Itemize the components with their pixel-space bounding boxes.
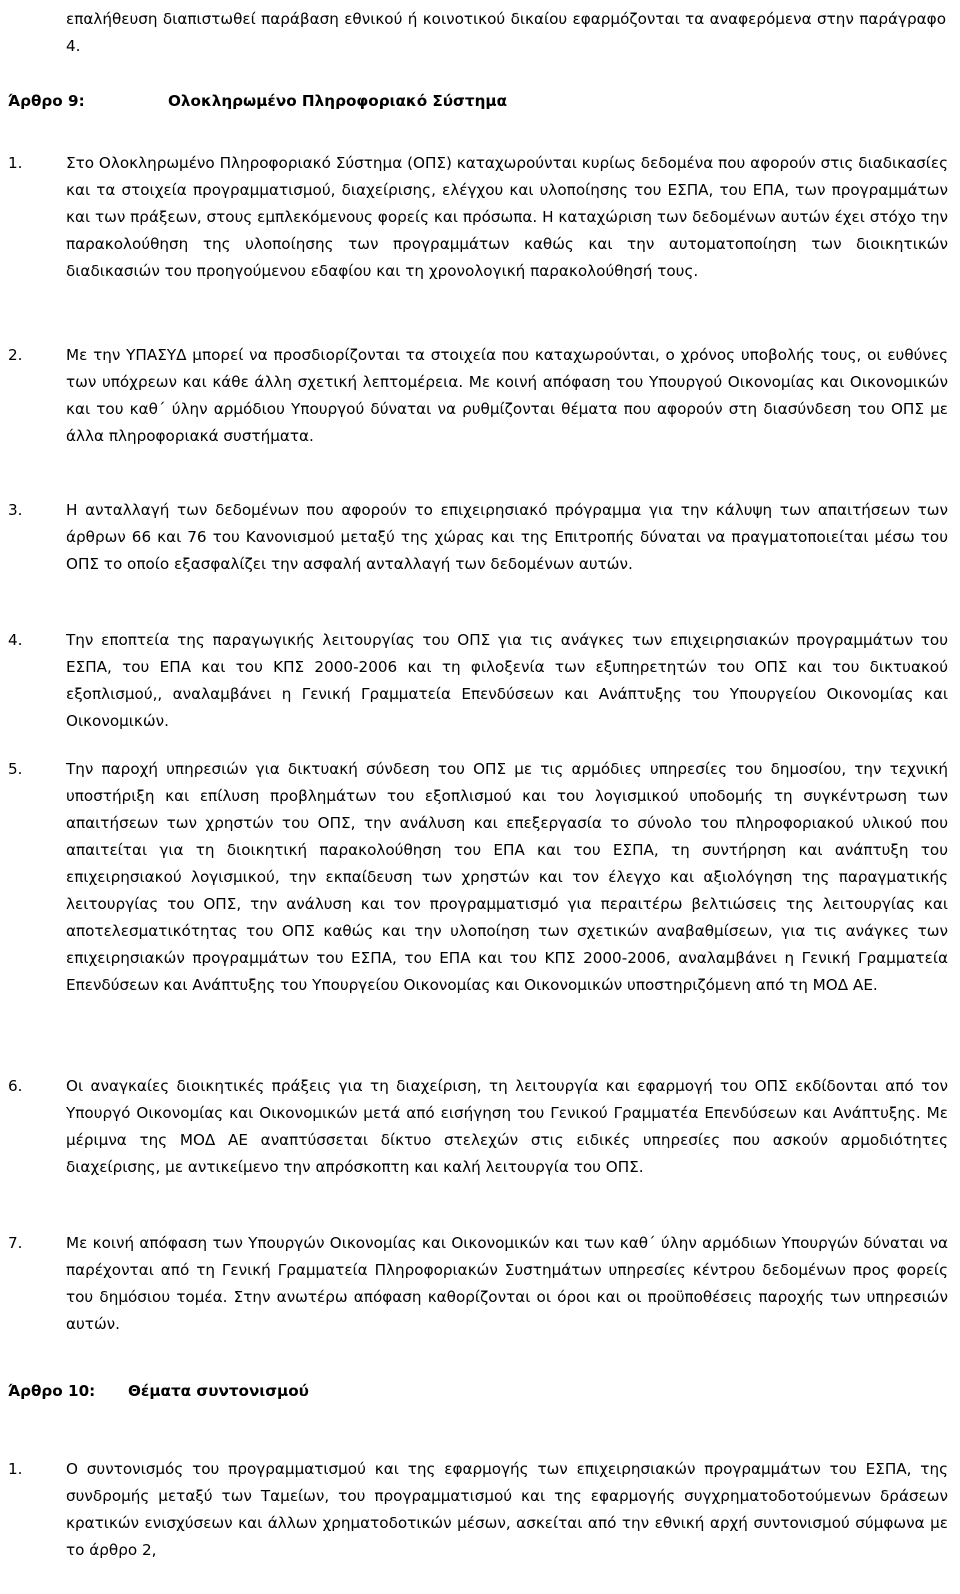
intro-paragraph: επαλήθευση διαπιστωθεί παράβαση εθνικού ή κοινοτικού δικαίου εφαρμόζονται τα αναφερόμενα στην παράγραφο 4.	[66, 10, 946, 55]
paragraph-number: 1.	[8, 154, 23, 172]
article-9-heading	[8, 88, 507, 115]
paragraph-number: 5.	[8, 760, 23, 778]
article-9-paragraph-4	[8, 627, 948, 735]
article-9-paragraph-7	[8, 1230, 948, 1338]
article-9-title: Ολοκληρωμένο Πληροφοριακό Σύστημα	[168, 92, 507, 110]
article-9-paragraph-2	[8, 342, 948, 450]
paragraph-number: 2.	[8, 346, 23, 364]
paragraph-number: 1.	[8, 1460, 23, 1478]
article-9-paragraph-1	[8, 150, 948, 285]
paragraph-text: Οι αναγκαίες διοικητικές πράξεις για τη διαχείριση, τη λειτουργία και εφαρμογή του ΟΠΣ εκδίδονται από τον Υπουργό Οικονομίας και Οικονομικών μετά από εισήγηση του Γενικού Γραμματέα Επενδύσεων και Ανάπτυξης. Με μέριμνα της ΜΟΔ ΑΕ αναπτύσσεται δίκτυο στελεχών στις ειδικές υπηρεσίες που ασκούν αρμοδιότητες διαχείρισης, με αντικείμενο την απρόσκοπτη και καλή λειτουργία του ΟΠΣ.	[66, 1077, 948, 1176]
article-9-paragraph-3	[8, 497, 948, 578]
article-9-paragraph-6	[8, 1073, 948, 1181]
paragraph-number: 7.	[8, 1234, 23, 1252]
article-10-label: Άρθρο 10:	[8, 1382, 96, 1400]
paragraph-text: Η ανταλλαγή των δεδομένων που αφορούν το επιχειρησιακό πρόγραμμα για την κάλυψη των απαιτήσεων των άρθρων 66 και 76 του Κανονισμού μεταξύ της χώρας και της Επιτροπής δύναται να πραγματοποιείται μέσω του ΟΠΣ το οποίο εξασφαλίζει την ασφαλή ανταλλαγή των δεδομένων αυτών.	[66, 501, 948, 573]
article-9-label: Άρθρο 9:	[8, 92, 85, 110]
paragraph-text: Με κοινή απόφαση των Υπουργών Οικονομίας και Οικονομικών και των καθ΄ ύλην αρμόδιων Υπουργών δύναται να παρέχονται από τη Γενική Γραμματεία Πληροφοριακών Συστημάτων υπηρεσίες κέντρου δεδομένων προς φορείς του δημόσιου τομέα. Στην ανωτέρω απόφαση καθορίζονται οι όροι και οι προϋποθέσεις παροχής των υπηρεσιών αυτών.	[66, 1234, 948, 1333]
article-9-paragraph-5	[8, 756, 948, 999]
paragraph-text: Ο συντονισμός του προγραμματισμού και της εφαρμογής των επιχειρησιακών προγραμμάτων του ΕΣΠΑ, της συνδρομής μεταξύ των Ταμείων, του προγραμματισμού και της εφαρμογής συγχρηματοδοτούμενων δράσεων κρατικών ενισχύσεων και άλλων χρηματοδοτικών μέσων, ασκείται από την εθνική αρχή συντονισμού σύμφωνα με το άρθρο 2,	[66, 1460, 948, 1559]
article-10-paragraph-1	[8, 1456, 948, 1564]
article-10-title: Θέματα συντονισμού	[128, 1382, 309, 1400]
paragraph-number: 3.	[8, 501, 23, 519]
paragraph-text: Στο Ολοκληρωμένο Πληροφοριακό Σύστημα (ΟΠΣ) καταχωρούνται κυρίως δεδομένα που αφορούν στις διαδικασίες και τα στοιχεία προγραμματισμού, διαχείρισης, ελέγχου και υλοποίησης του ΕΣΠΑ, του ΕΠΑ, των προγραμμάτων και των πράξεων, στους εμπλεκόμενους φορείς και πρόσωπα. Η καταχώριση των δεδομένων αυτών έχει στόχο την παρακολούθηση της υλοποίησης των προγραμμάτων καθώς και την αυτοματοποίηση των διοικητικών διαδικασιών του προηγούμενου εδαφίου και τη χρονολογική παρακολούθησή τους.	[66, 154, 948, 280]
paragraph-text: Την εποπτεία της παραγωγικής λειτουργίας του ΟΠΣ για τις ανάγκες των επιχειρησιακών προγραμμάτων του ΕΣΠΑ, του ΕΠΑ και του ΚΠΣ 2000-2006 και τη φιλοξενία των εξυπηρετητών του ΟΠΣ και του δικτυακού εξοπλισμού,, αναλαμβάνει η Γενική Γραμματεία Επενδύσεων και Ανάπτυξης του Υπουργείου Οικονομίας και Οικονομικών.	[66, 631, 948, 730]
paragraph-number: 4.	[8, 631, 23, 649]
paragraph-number: 6.	[8, 1077, 23, 1095]
article-10-heading	[8, 1378, 309, 1405]
paragraph-text: Την παροχή υπηρεσιών για δικτυακή σύνδεση του ΟΠΣ με τις αρμόδιες υπηρεσίες του δημοσίου, την τεχνική υποστήριξη και επίλυση προβλημάτων του εξοπλισμού και του λογισμικού υποδομής τη συγκέντρωση των απαιτήσεων των χρηστών του ΟΠΣ, την ανάλυση και επεξεργασία το σύνολο του πληροφοριακού υλικού που απαιτείται για τη διοικητική παρακολούθηση του ΕΠΑ και του ΕΣΠΑ, τη συντήρηση και ανάπτυξη του επιχειρησιακού λογισμικού, την εκπαίδευση των χρηστών και τον έλεγχο και αξιολόγηση της παραγματικής λειτουργίας του ΟΠΣ, την ανάλυση και τον προγραμματισμό για περαιτέρω βελτιώσεις της λειτουργίας και αποτελεσματικότητας του ΟΠΣ καθώς και την υλοποίηση των σχετικών αναβαθμίσεων, για τις ανάγκες των επιχειρησιακών προγραμμάτων του ΕΣΠΑ, του ΕΠΑ και του ΚΠΣ 2000-2006, αναλαμβάνει η Γενική Γραμματεία Επενδύσεων και Ανάπτυξης του Υπουργείου Οικονομίας και Οικονομικών υποστηριζόμενη από τη ΜΟΔ ΑΕ.	[66, 760, 948, 994]
paragraph-text: Με την ΥΠΑΣΥΔ μπορεί να προσδιορίζονται τα στοιχεία που καταχωρούνται, ο χρόνος υποβολής τους, οι ευθύνες των υπόχρεων και κάθε άλλη σχετική λεπτομέρεια. Με κοινή απόφαση του Υπουργού Οικονομίας και Οικονομικών και του καθ΄ ύλην αρμόδιου Υπουργού δύναται να ρυθμίζονται θέματα που αφορούν στη διασύνδεση του ΟΠΣ με άλλα πληροφοριακά συστήματα.	[66, 346, 948, 445]
